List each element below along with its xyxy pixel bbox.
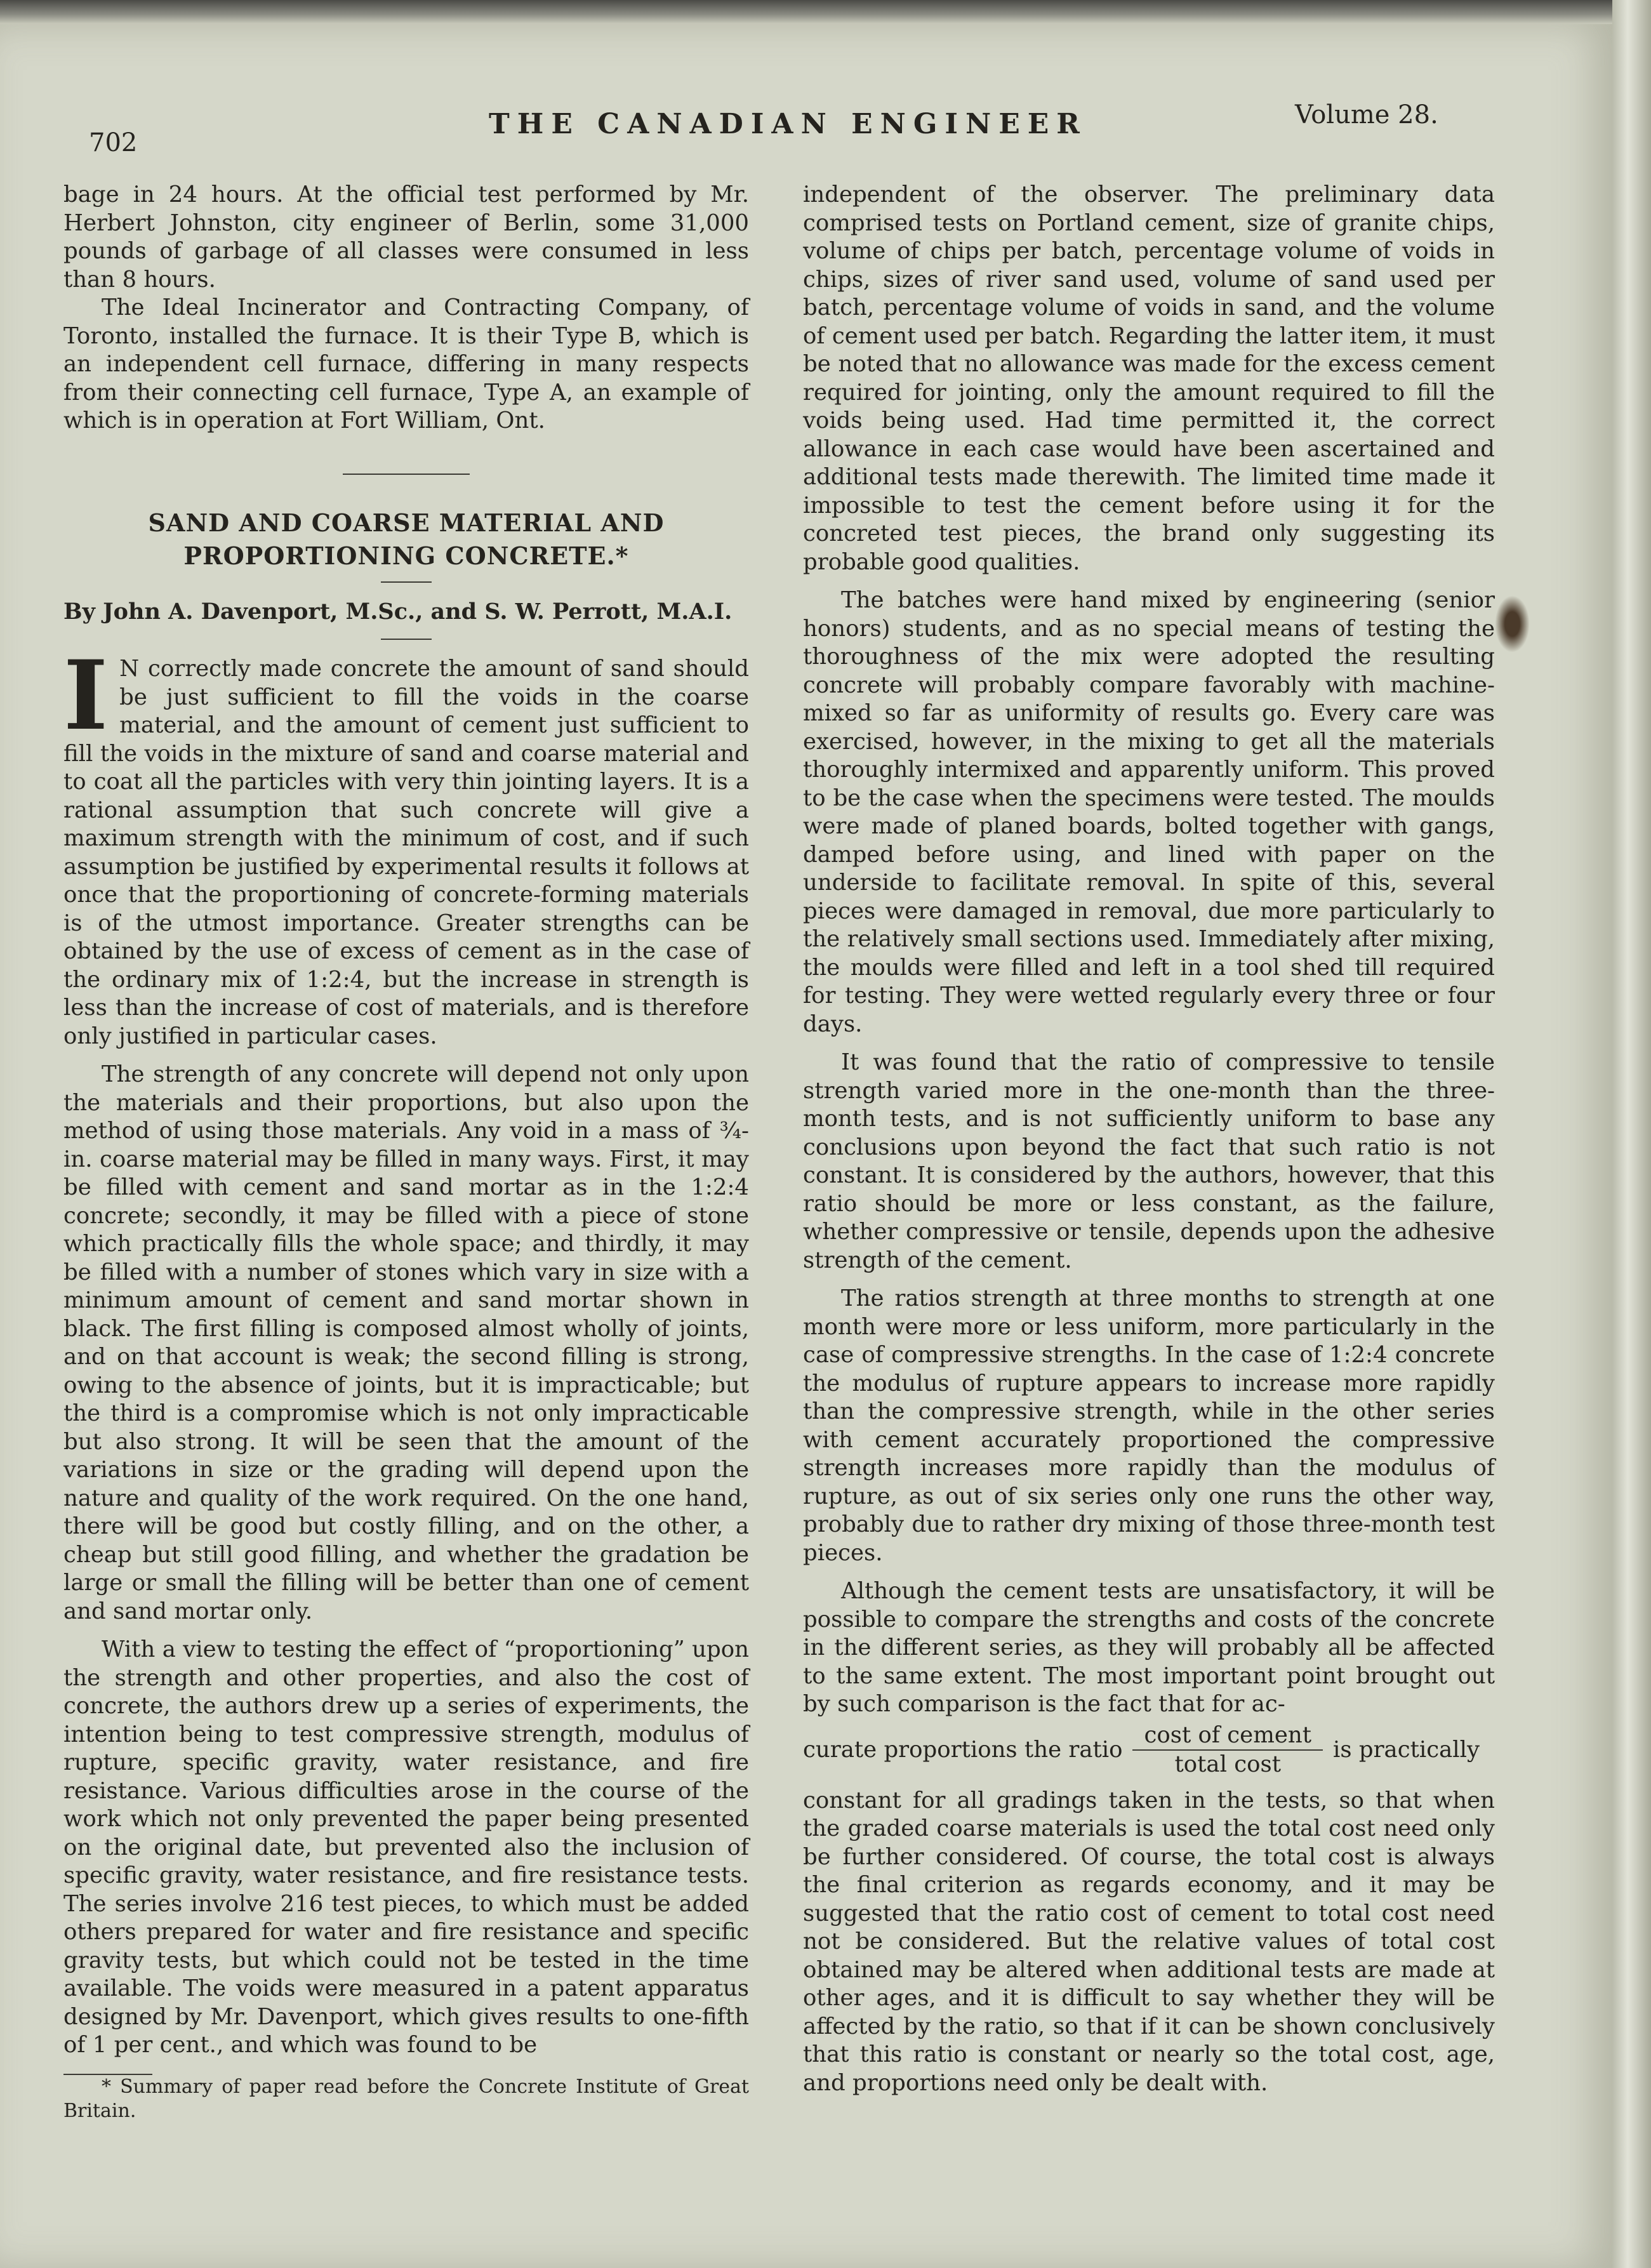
fraction-denominator: total cost: [1174, 1751, 1281, 1777]
paragraph: The strength of any concrete will depend not only upon the materials and their proportions, but also upon the method of using those materials. Any void in a mass of ¾-in. coarse material may be filled in many ways. First, it may be filled with cement and sand mortar as in the 1:2:4 concrete; secondly, it may be filled with a piece of stone which practically fills the whole space; and thirdly, it may be filled with a number of stones which vary in size with a minimum amount of cement and sand mortar shown in black. The first filling is composed almost wholly of joints, and on that account is weak; the second filling is strong, owing to the absence of joints, but it is impracticable; but the third is a compromise which is not only impracticable but also strong. It will be seen that the amount of the variations in size or the grading will depend upon the nature and quality of the work required. On the one hand, there will be good but costly filling, and on the other, a cheap but still good filling, and whether the gradation be large or small the filling will be better than one of cement and sand mortar only.: [63, 1061, 749, 1624]
right-column: [803, 181, 1495, 2097]
page-number: 702: [89, 128, 138, 157]
paragraph: With a view to testing the effect of “proportioning” upon the strength and other properties, and also the cost of concrete, the authors drew up a series of experiments, the intention being to test compressive strength, modulus of rupture, specific gravity, water resistance, and fire resistance. Various difficulties arose in the course of the work which not only prevented the paper being presented on the original date, but prevented also the inclusion of specific gravity, water resistance, and fire resistance tests. The series involve 216 test pieces, to which must be added others prepared for water and fire resistance and specific gravity tests, but which could not be tested in the time available. The voids were measured in a patent apparatus designed by Mr. Davenport, which gives results to one-fifth of 1 per cent., and which was found to be: [63, 1636, 749, 2058]
scan-top-shadow: [0, 0, 1651, 24]
paragraph: The batches were hand mixed by engineering (senior honors) students, and as no special means of testing the thoroughness of the mix were adopted the resulting concrete will probably compare favorably with machine-mixed so far as uniformity of results go. Every care was exercised, however, in the mixing to get all the materials thoroughly intermixed and apparently uniform. This proved to be the case when the specimens were tested. The moulds were made of planed boards, bolted together with gangs, damped before using, and lined with paper on the underside to facilitate removal. In spite of this, several pieces were damaged in removal, due more particularly to the relatively small sections used. Immediately after mixing, the moulds were filled and left in a tool shed till required for testing. They were wetted regularly every three or four days.: [803, 587, 1495, 1037]
paragraph: independent of the observer. The preliminary data comprised tests on Portland cement, size of granite chips, volume of chips per batch, percentage volume of voids in chips, sizes of river sand used, volume of sand used per batch, percentage volume of voids in sand, and the volume of cement used per batch. Regarding the latter item, it must be noted that no allowance was made for the excess cement required for jointing, only the amount required to fill the voids being used. Had time permitted it, the correct allowance in each case would have been ascertained and additional tests made therewith. The limited time made it impossible to test the cement before using it for the concreted test pieces, the brand only suggesting its probable good qualities.: [803, 182, 1495, 575]
article-byline: By John A. Davenport, M.Sc., and S. W. Perrott, M.A.I.: [63, 598, 733, 625]
formula-tail: is practically: [1333, 1736, 1480, 1763]
paragraph: The ratios strength at three months to strength at one month were more or less uniform, more particularly in the case of compressive strengths. In the case of 1:2:4 concrete the modulus of rupture appears to increase more rapidly than the compressive strength, while in the other series with cement accurately proportioned the compressive strength increases more rapidly than the modulus of rupture, as out of six series only one runs the other way, probably due to rather dry mixing of those three-month test pieces.: [803, 1285, 1495, 1566]
fraction-numerator: cost of cement: [1144, 1721, 1311, 1748]
paragraph: [63, 640, 749, 1051]
formula-lead: curate proportions the ratio: [803, 1736, 1123, 1763]
paragraph: The Ideal Incinerator and Contracting Company, of Toronto, installed the furnace. It is their Type B, which is an independent cell furnace, differing in many respects from their connecting cell furnace, Type A, an example of which is in operation at Fort William, Ont.: [63, 295, 749, 434]
paragraph: constant for all gradings taken in the tests, so that when the graded coarse materials is used the total cost need only be further considered. Of course, the total cost is always the final criterion as regards economy, and it may be suggested that the ratio cost of cement to total cost need not be considered. But the relative values of total cost obtained may be altered when additional tests are made at other ages, and it is difficult to say whether they will be affected by the ratio, so that if it can be shown conclusively that this ratio is constant or nearly so the total cost, age, and proportions need only be dealt with.: [803, 1787, 1495, 2096]
fraction: [1131, 1721, 1324, 1779]
page-blemish: [1495, 595, 1530, 653]
page-edge: [1612, 0, 1651, 2268]
volume-label: Volume 28.: [1295, 100, 1438, 129]
left-column: [63, 181, 749, 2123]
article-title-line-2: PROPORTIONING CONCRETE.*: [183, 541, 629, 570]
ratio-formula: [803, 1721, 1495, 1779]
article-title-line-1: SAND AND COARSE MATERIAL AND: [148, 508, 665, 537]
page-header: [0, 95, 1612, 157]
footnote: * Summary of paper read before the Concrete Institute of Great Britain.: [63, 2075, 749, 2122]
drop-cap: I: [63, 640, 109, 752]
paragraph: Although the cement tests are unsatisfactory, it will be possible to compare the strengths and costs of the concrete in the different series, as they will probably all be affected to the same extent. The most important point brought out by such comparison is the fact that for ac-: [803, 1578, 1495, 1717]
journal-title: THE CANADIAN ENGINEER: [489, 108, 1087, 140]
paragraph: bage in 24 hours. At the official test performed by Mr. Herbert Johnston, city engineer of Berlin, some 31,000 pounds of garbage of all classes were consumed in less than 8 hours.: [63, 182, 749, 293]
paragraph-text: N correctly made concrete the amount of sand should be just sufficient to fill the voids in the coarse material, and the amount of cement just sufficient to fill the voids in the mixture of sand and coarse material and to coat all the particles with very thin jointing layers. It is a rational assumption that such concrete will give a maximum strength with the minimum of cost, and if such assumption be justified by experimental results it follows at once that the proportioning of concrete-forming materials is of the utmost importance. Greater strengths can be obtained by the use of excess of cement as in the case of the ordinary mix of 1:2:4, but the increase in strength is less than the increase of cost of materials, and is therefore only justified in particular cases.: [63, 656, 749, 1049]
paragraph: It was found that the ratio of compressive to tensile strength varied more in the one-month than the three-month tests, and is not sufficiently uniform to base any conclusions upon beyond the fact that such ratio is not constant. It is considered by the authors, however, that this ratio should be more or less constant, as the failure, whether compressive or tensile, depends upon the adhesive strength of the cement.: [803, 1049, 1495, 1273]
